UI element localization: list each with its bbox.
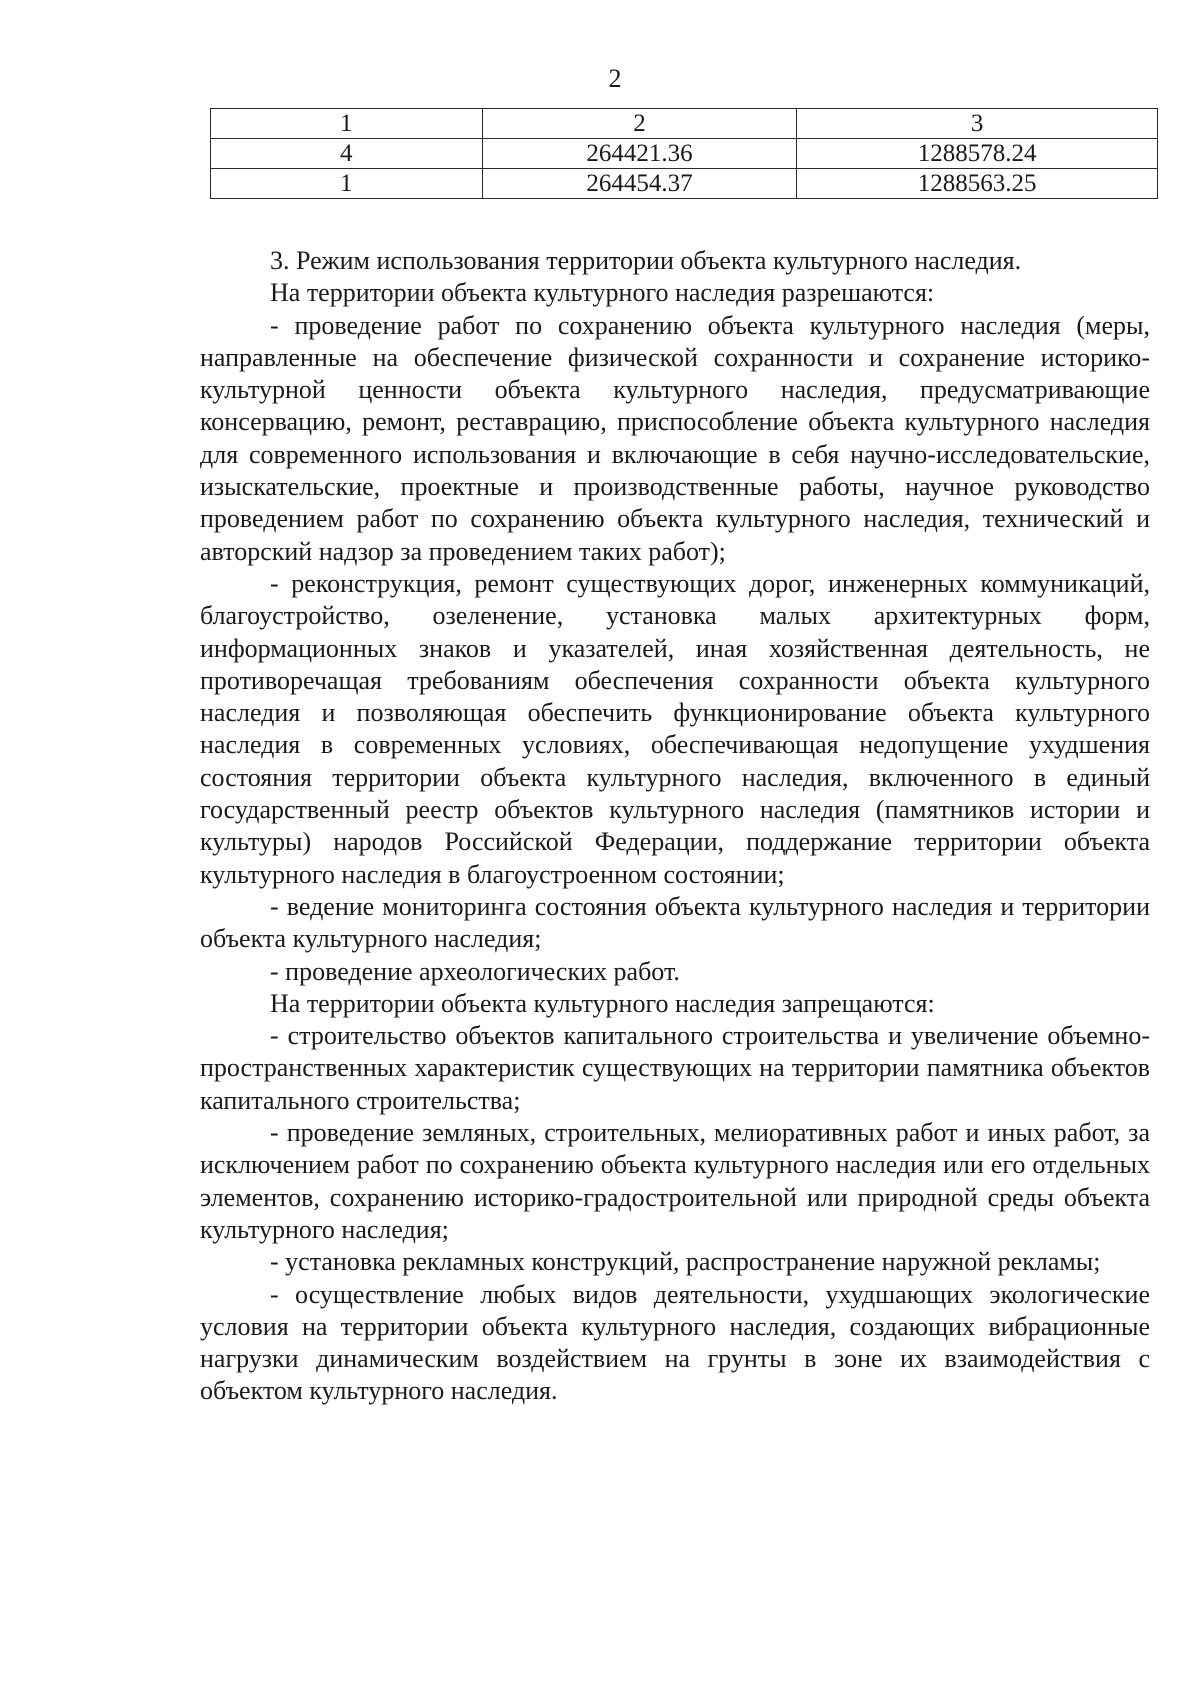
paragraph-prohibited-item: - строительство объектов капитального строительства и увеличение объемно-пространственных характеристик существующих на территории памятника объектов капитального строительства; bbox=[200, 1021, 1150, 1115]
section-heading: 3. Режим использования территории объекта культурного наследия. bbox=[270, 246, 1022, 275]
table-header-cell: 1 bbox=[211, 109, 483, 139]
table-header-cell: 3 bbox=[797, 109, 1158, 139]
paragraph-permitted-intro: На территории объекта культурного наследия разрешаются: bbox=[270, 278, 935, 308]
coordinates-table bbox=[210, 108, 1158, 199]
table-row bbox=[211, 139, 1158, 169]
paragraph-permitted-item: - проведение археологических работ. bbox=[270, 956, 680, 986]
table-header-row bbox=[211, 109, 1158, 139]
table-cell-point: 4 bbox=[211, 139, 483, 169]
table-cell-x: 264454.37 bbox=[482, 169, 797, 199]
document-body bbox=[200, 245, 1150, 1408]
table-cell-x: 264421.36 bbox=[482, 139, 797, 169]
paragraph-permitted-item: - реконструкция, ремонт существующих дорог, инженерных коммуникаций, благоустройство, озеленение, установка малых архитектурных форм, информационных знаков и указателей, иная хозяйственная деятельность, не противоречащая требованиям обеспечения сохранности объекта культурного наследия и позволяющая обеспечить функционирование объекта культурного наследия в современных условиях, обеспечивающая недопущение ухудшения состояния территории объекта культурного наследия, включенного в единый государственный реестр объектов культурного наследия (памятников истории и культуры) народов Российской Федерации, поддержание территории объекта культурного наследия в благоустроенном состоянии; bbox=[200, 568, 1150, 889]
table-cell-y: 1288578.24 bbox=[797, 139, 1158, 169]
paragraph-permitted-item: - ведение мониторинга состояния объекта культурного наследия и территории объекта культурного наследия; bbox=[200, 891, 1150, 954]
table-cell-y: 1288563.25 bbox=[797, 169, 1158, 199]
table-row bbox=[211, 169, 1158, 199]
paragraph-prohibited-item: - проведение земляных, строительных, мелиоративных работ и иных работ, за исключением работ по сохранению объекта культурного наследия или его отдельных элементов, сохранению историко-градостроительной или природной среды объекта культурного наследия; bbox=[200, 1118, 1150, 1244]
table-header-cell: 2 bbox=[482, 109, 797, 139]
page-number: 2 bbox=[608, 64, 622, 93]
paragraph-prohibited-item: - осуществление любых видов деятельности, ухудшающих экологические условия на территории объекта культурного наследия, создающих вибрационные нагрузки динамическим воздействием на грунты в зоне их взаимодействия с объектом культурного наследия. bbox=[200, 1279, 1150, 1406]
paragraph-prohibited-intro: На территории объекта культурного наследия запрещаются: bbox=[270, 988, 935, 1018]
table-cell-point: 1 bbox=[211, 169, 483, 199]
paragraph-permitted-item: - проведение работ по сохранению объекта культурного наследия (меры, направленные на обеспечение физической сохранности и сохранение историко-культурной ценности объекта культурного наследия, предусматривающие консервацию, ремонт, реставрацию, приспособление объекта культурного наследия для современного использования и включающие в себя научно-исследовательские, изыскательские, проектные и производственные работы, научное руководство проведением работ по сохранению объекта культурного наследия, технический и авторский надзор за проведением таких работ); bbox=[200, 310, 1150, 566]
paragraph-prohibited-item: - установка рекламных конструкций, распространение наружной рекламы; bbox=[270, 1247, 1101, 1277]
